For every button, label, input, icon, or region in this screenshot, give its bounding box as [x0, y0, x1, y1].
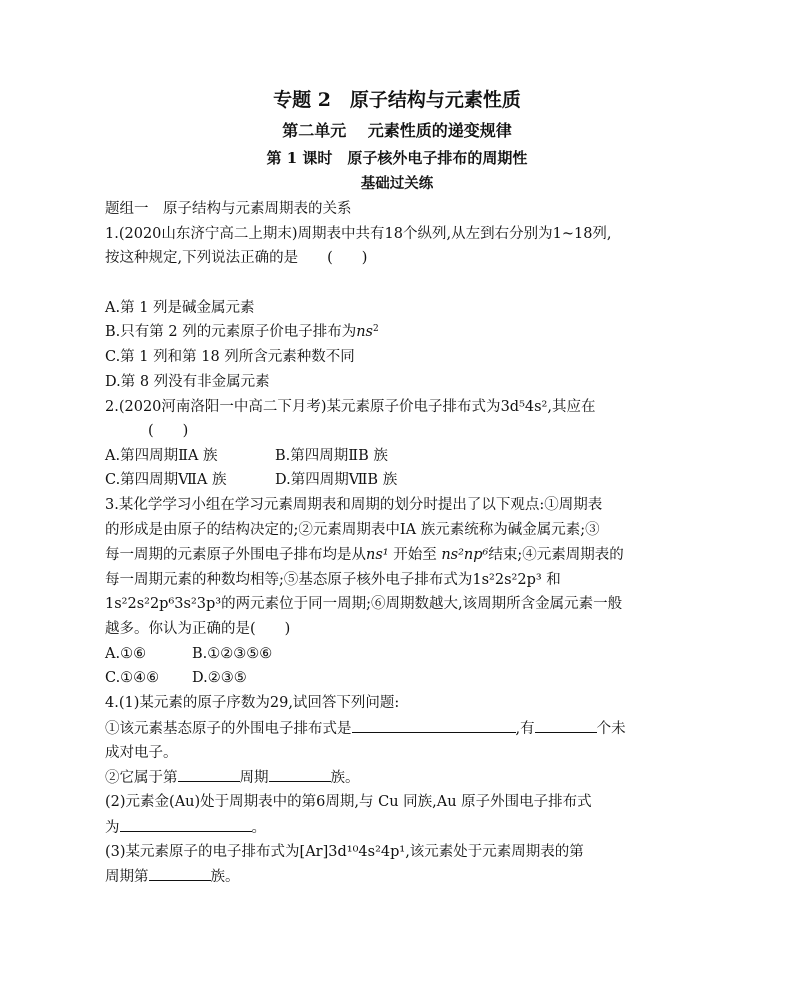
q3-line3-formula-1: ns¹: [366, 547, 389, 563]
q1-option-b-formula: ns: [356, 324, 373, 340]
q4-line8-text-b: 族。: [210, 869, 240, 885]
q3-line3: [105, 545, 624, 565]
section-title: 基础过关练: [360, 175, 434, 192]
q3-line5-text: 的两元素位于同一周期;⑥周期数越大,该周期所含金属元素一般: [221, 596, 623, 612]
q4-line4: [105, 767, 360, 788]
q1-stem-line1: 1.(2020山东济宁高二上期末)周期表中共有18个纵列,从左到右分别为1~18列,: [105, 226, 612, 242]
q4-line7: [105, 842, 584, 862]
q4-line6-text-b: 。: [251, 820, 266, 836]
q3-line4-config: 1s²2s²2p³: [472, 572, 542, 588]
q3-option-a: A.①⑥: [105, 646, 147, 662]
q4-blank-group-2[interactable]: [149, 866, 211, 881]
q3-line3-text-e: 结束;④元素周期表的: [488, 547, 624, 563]
q1-stem-line2: 按这种规定,下列说法正确的是 ( ): [105, 250, 368, 266]
q4-line8: [105, 866, 240, 887]
q4-line4-text-c: 族。: [330, 770, 360, 786]
q2-config: 3d⁵4s²: [500, 399, 548, 415]
q2-option-d: D.第四周期ⅦB 族: [275, 472, 398, 488]
unit-title: 第二单元 元素性质的递变规律: [282, 121, 512, 140]
q3-option-c: C.①④⑥: [105, 670, 160, 686]
q2-option-c: C.第四周期ⅦA 族: [105, 472, 227, 488]
q4-blank-period[interactable]: [178, 767, 240, 782]
q4-line2: [105, 718, 626, 739]
q4-blank-au-config[interactable]: [120, 817, 252, 832]
q4-line5: (2)元素金(Au)处于周期表中的第6周期,与 Cu 同族,Au 原子外围电子排布式: [105, 794, 592, 810]
q3-line5: [105, 594, 622, 614]
q4-line7-text-c: ,该元素处于元素周期表的第: [405, 844, 584, 860]
q3-line3-text-a: 每一周期的元素原子外围电子排布均是从: [105, 547, 366, 563]
q2-option-a: A.第四周期ⅡA 族: [105, 448, 218, 464]
q3-option-b: B.①②③⑤⑥: [192, 646, 273, 662]
q4-line4-text-a: ②它属于第: [105, 770, 178, 786]
q4-line6: [105, 817, 266, 838]
q4-blank-unpaired[interactable]: [535, 718, 597, 733]
q1-option-b: [105, 322, 379, 342]
q4-line4-text-b: 周期: [239, 770, 269, 786]
q1-option-b-text: B.只有第 2 列的元素原子价电子排布为: [105, 324, 357, 340]
q1-option-a: A.第 1 列是碱金属元素: [105, 300, 255, 316]
q4-line7-config: [Ar]3d¹⁰4s²4p¹: [299, 844, 406, 860]
q2-stem: [105, 397, 595, 417]
q4-line2-text-c: 个未: [596, 721, 626, 737]
topic-title: 专题 2 原子结构与元素性质: [273, 89, 521, 111]
q3-line3-formula-2: ns²np⁶: [441, 547, 489, 563]
q3-line6: 越多。你认为正确的是( ): [105, 621, 291, 637]
q3-line1: 3.某化学学习小组在学习元素周期表和周期的划分时提出了以下观点:①周期表: [105, 497, 603, 513]
q3-line4: [105, 570, 561, 590]
q1-option-d: D.第 8 列没有非金属元素: [105, 374, 270, 390]
q4-blank-group[interactable]: [269, 767, 331, 782]
q2-stem-suffix: ,其应在: [547, 399, 596, 415]
q4-blank-config[interactable]: [352, 718, 516, 733]
q4-line1: 4.(1)某元素的原子序数为29,试回答下列问题:: [105, 695, 400, 711]
q4-line2-text-a: ①该元素基态原子的外围电子排布式是: [105, 721, 352, 737]
q2-option-b: B.第四周期ⅡB 族: [275, 448, 388, 464]
group1-title: 题组一 原子结构与元素周期表的关系: [105, 201, 352, 217]
q3-line4-text-a: 每一周期元素的种数均相等;⑤基态原子核外电子排布式为: [105, 572, 473, 588]
q1-option-c: C.第 1 列和第 18 列所含元素种数不同: [105, 349, 355, 365]
q4-line2-text-b: ,有: [515, 721, 535, 737]
q4-line7-text-a: (3)某元素原子的电子排布式为: [105, 844, 300, 860]
q1-option-b-formula-sup: 2: [373, 324, 379, 334]
q4-line6-text-a: 为: [105, 820, 120, 836]
q2-stem-prefix: 2.(2020河南洛阳一中高二下月考)某元素原子价电子排布式为: [105, 399, 501, 415]
q3-line3-text-c: 开始至: [393, 547, 437, 563]
q3-option-d: D.②③⑤: [192, 670, 247, 686]
q3-line2: 的形成是由原子的结构决定的;②元素周期表中ⅠA 族元素统称为碱金属元素;③: [105, 522, 600, 538]
q3-line4-text-c: 和: [546, 572, 561, 588]
q4-line3: 成对电子。: [105, 745, 178, 761]
q4-line8-text-a: 周期第: [105, 869, 149, 885]
q3-line5-config: 1s²2s²2p⁶3s²3p³: [105, 596, 222, 612]
q2-bracket: ( ): [148, 423, 189, 439]
lesson-title: 第 1 课时 原子核外电子排布的周期性: [266, 149, 528, 167]
